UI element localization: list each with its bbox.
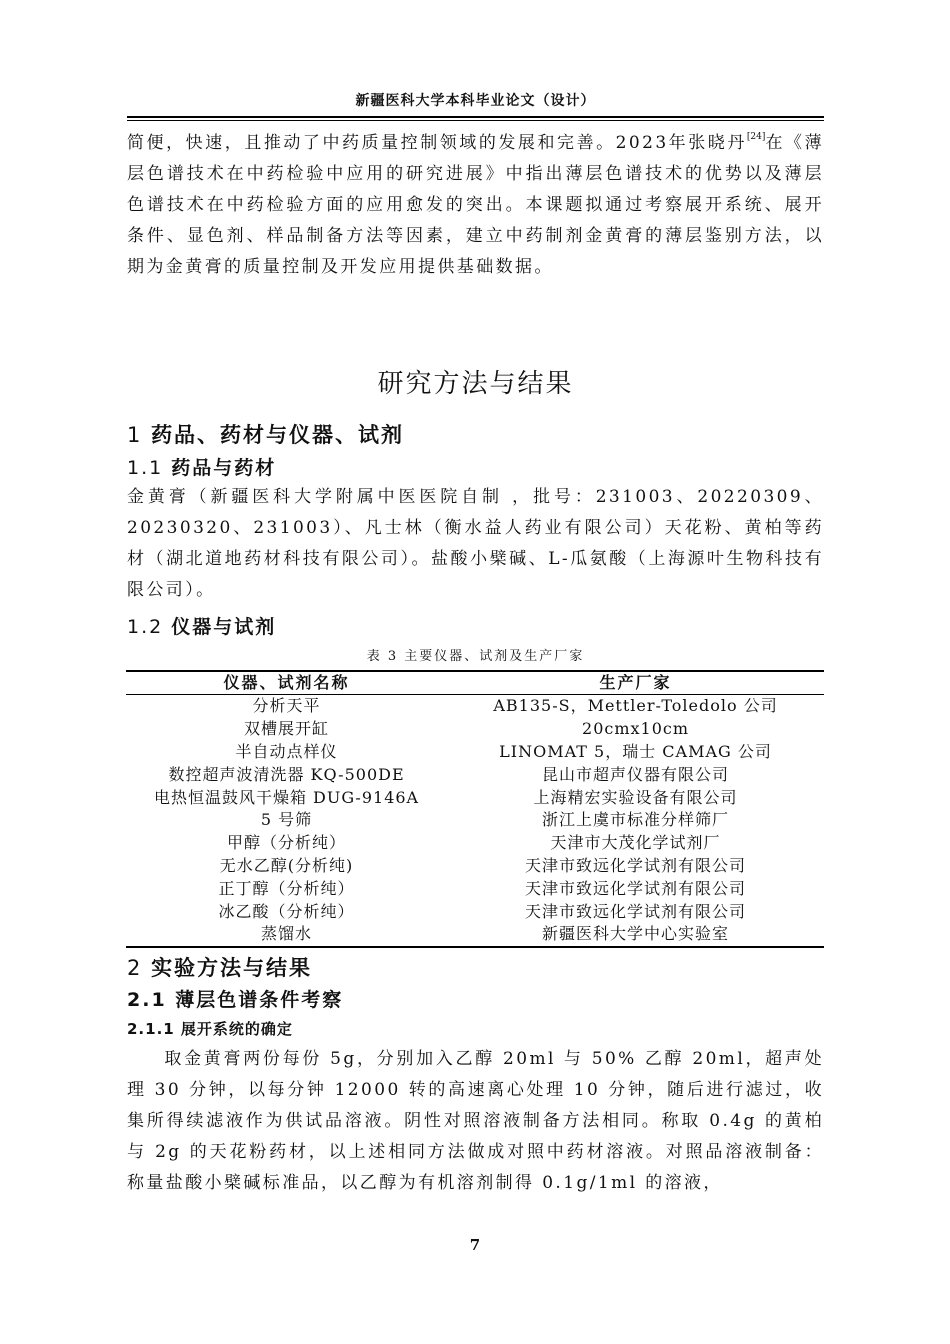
table-row (126, 855, 824, 878)
heading-1-1-text: 药品与药材 (171, 457, 277, 479)
table-row (126, 718, 824, 741)
manufacturer: 上海精宏实验设备有限公司 (533, 787, 738, 807)
manufacturer: 浙江上虞市标准分样筛厂 (542, 810, 730, 830)
intro-paragraph (127, 128, 824, 283)
heading-2-1-1: 2.1.1 展开系统的确定 (127, 1020, 293, 1038)
manufacturer: 天津市致远化学试剂有限公司 (525, 901, 747, 921)
table-row (126, 741, 824, 764)
materials-paragraph (127, 482, 824, 606)
heading-2 (127, 952, 312, 982)
instrument-name: 冰乙酸（分析纯） (218, 901, 355, 921)
heading-1-2 (127, 612, 276, 639)
table-row (126, 763, 824, 786)
instrument-name: 电热恒温鼓风干燥箱 DUG-9146A (153, 787, 420, 807)
materials-text: 金黄膏（新疆医科大学附属中医医院自制 ，批号：231003、20220309、20230320、231003）、凡士林（衡水益人药业有限公司）天花粉、黄柏等药材（湖北道地药材科技有限公司）。盐酸小檗碱、L-瓜氨酸（上海源叶生物科技有限公司）。 (127, 487, 824, 600)
page-number: 7 (469, 1236, 481, 1254)
manufacturer: 天津市致远化学试剂有限公司 (525, 855, 747, 875)
manufacturer: 20cmx10cm (582, 719, 690, 739)
table-header-name: 仪器、试剂名称 (126, 671, 447, 695)
heading-2-text: 实验方法与结果 (151, 956, 313, 980)
instrument-name: 数控超声波清洗器 KQ-500DE (168, 764, 405, 784)
table-row (126, 832, 824, 855)
manufacturer: LINOMAT 5，瑞士 CAMAG 公司 (499, 741, 772, 761)
table-row (126, 786, 824, 809)
heading-1 (127, 419, 404, 449)
intro-text-end: 在《薄层色谱技术在中药检验中应用的研究进展》中指出薄层色谱技术的优势以及薄层色谱技术在中药检验方面的应用愈发的突出。本课题拟通过考察展开系统、展开条件、显色剂、样品制备方法等因素，建立中药制剂金黄膏的薄层鉴别方法，以期为金黄膏的质量控制及开发应用提供基础数据。 (127, 133, 824, 277)
instrument-name: 半自动点样仪 (235, 741, 338, 761)
method-paragraph (127, 1044, 824, 1199)
instrument-name: 分析天平 (252, 696, 321, 716)
citation-24[interactable]: [24] (746, 132, 766, 142)
method-text: 取金黄膏两份每份 5g，分别加入乙醇 20ml 与 50% 乙醇 20ml，超声处理 30 分钟，以每分钟 12000 转的高速离心处理 10 分钟，随后进行滤过，收集所得续滤液作为供试品溶液。阴性对照溶液制备方法相同。称取 0.4g 的黄柏与 2g 的天花粉药材，以上述相同方法做成对照中药材溶液。对照品溶液制备：称量盐酸小檗碱标准品，以乙醇为有机溶剂制得 0.1g/1ml 的溶液， (127, 1049, 824, 1193)
table-row (126, 900, 824, 923)
instrument-name: 无水乙醇(分析纯) (219, 855, 354, 875)
heading-1-2-num: 1.2 (127, 616, 164, 638)
heading-2-1: 2.1 薄层色谱条件考察 (127, 989, 344, 1011)
instrument-name: 5 号筛 (260, 810, 313, 830)
heading-2-num: 2 (127, 956, 143, 980)
instrument-name: 蒸馏水 (126, 923, 447, 947)
table-row (126, 695, 824, 718)
manufacturer: 天津市致远化学试剂有限公司 (525, 878, 747, 898)
manufacturer: 昆山市超声仪器有限公司 (542, 764, 730, 784)
table-row (126, 877, 824, 900)
header-rule (127, 116, 824, 118)
heading-1-text: 药品、药材与仪器、试剂 (151, 423, 405, 447)
manufacturer: 新疆医科大学中心实验室 (447, 923, 824, 947)
heading-1-2-text: 仪器与试剂 (171, 616, 277, 638)
manufacturer: 天津市大茂化学试剂厂 (550, 833, 721, 853)
heading-1-num: 1 (127, 423, 143, 447)
heading-1-1 (127, 453, 276, 480)
instrument-name: 甲醇（分析纯） (227, 833, 347, 853)
heading-1-1-num: 1.1 (127, 457, 164, 479)
instrument-name: 正丁醇（分析纯） (218, 878, 355, 898)
table-row (126, 809, 824, 832)
instrument-name: 双槽展开缸 (244, 719, 330, 739)
intro-text-start: 简便，快速，且推动了中药质量控制领域的发展和完善。2023年张晓丹 (127, 133, 747, 153)
table-row (126, 923, 824, 947)
header-rule-thin (127, 120, 824, 121)
page-header: 新疆医科大学本科毕业论文（设计） (355, 93, 596, 109)
manufacturer: AB135-S，Mettler-Toledolo 公司 (493, 696, 778, 716)
instruments-table (126, 670, 824, 948)
section-title: 研究方法与结果 (377, 369, 574, 399)
table-caption: 表 3 主要仪器、试剂及生产厂家 (366, 649, 585, 664)
table-header-manufacturer: 生产厂家 (447, 671, 824, 695)
